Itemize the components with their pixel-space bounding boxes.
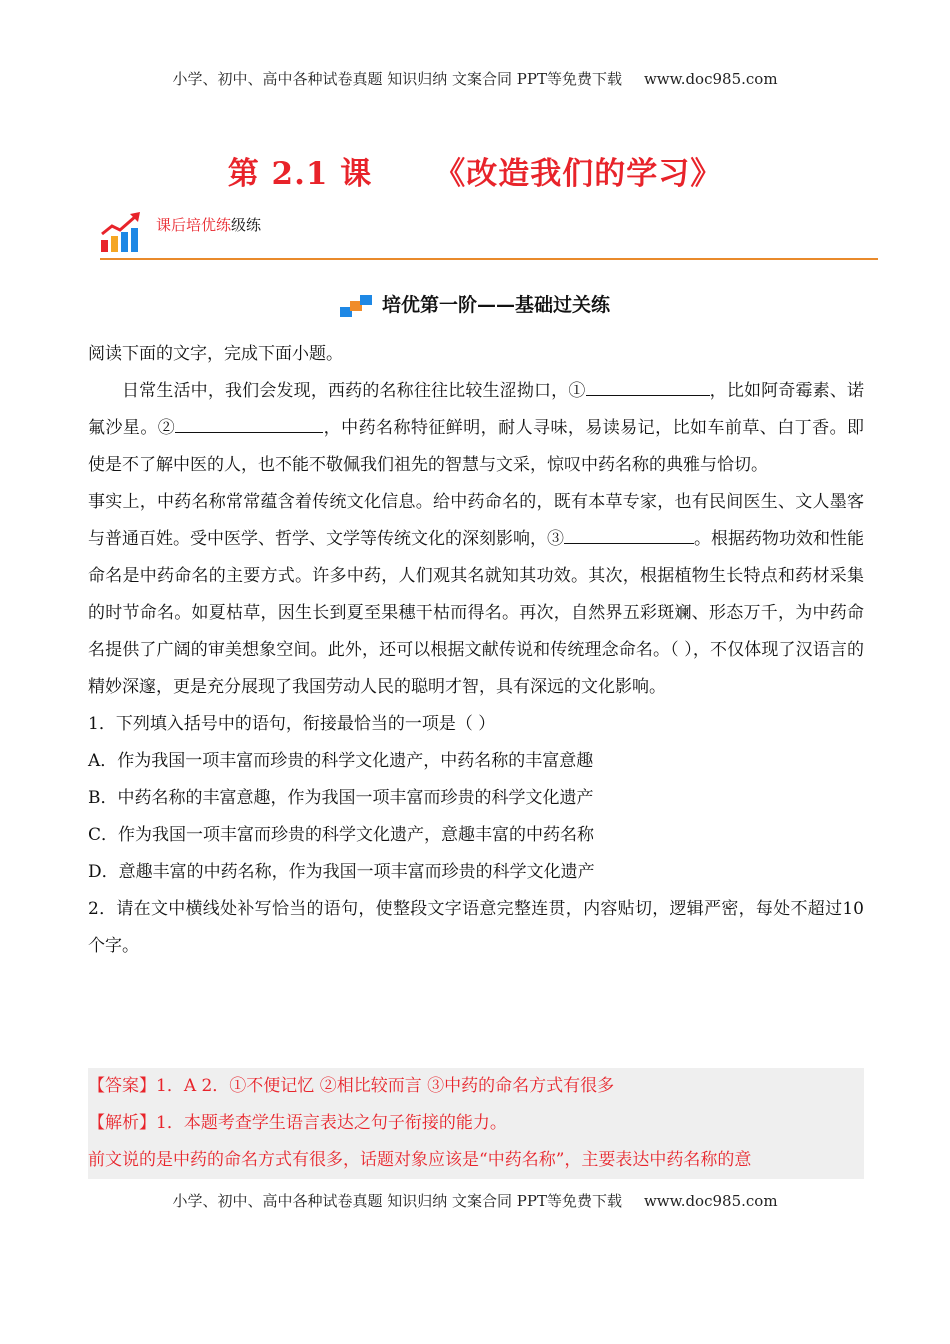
answer-line: 【答案】1．A 2．①不便记忆 ②相比较而言 ③中药的命名方式有很多 <box>88 1076 615 1096</box>
practice-badge <box>100 212 880 260</box>
blank-1[interactable] <box>586 377 710 396</box>
footer-url[interactable]: www.doc985.com <box>643 1192 778 1210</box>
badge-label-red: 课后培优练 <box>156 216 232 234</box>
page-title <box>0 148 950 193</box>
question-2: 2．请在文中横线处补写恰当的语句，使整段文字语意完整连贯，内容贴切，逻辑严密，每处不超过10个字。 <box>88 899 864 956</box>
question-1: 1．下列填入括号中的语句，衔接最恰当的一项是（ ） <box>88 714 496 734</box>
passage-paragraph-1 <box>88 373 864 484</box>
analysis-continued: 前文说的是中药的命名方式有很多，话题对象应该是“中药名称”，主要表达中药名称的意 <box>88 1150 752 1170</box>
lesson-name: 《改造我们的学习》 <box>434 156 723 192</box>
answer-box <box>88 1068 864 1179</box>
blank-2[interactable] <box>175 414 323 433</box>
passage-text: 事实上，中药名称常常蕴含着传统文化信息。给中药命名的，既有本草专家，也有民间医生、文人墨客与普通百姓。受中医学、哲学、文学等传统文化的深刻影响，③ <box>88 492 864 549</box>
lesson-number: 第 2.1 课 <box>227 156 373 192</box>
option-d[interactable]: D．意趣丰富的中药名称，作为我国一项丰富而珍贵的科学文化遗产 <box>88 862 595 882</box>
bar-chart-arrow-icon <box>100 212 144 254</box>
passage-text: 。根据药物功效和性能命名是中药命名的主要方式。许多中药，人们观其名就知其功效。其次，根据植物生长特点和药材采集的时节命名。如夏枯草，因生长到夏至果穗干枯而得名。再次，自然界五彩斑斓、形态万千，为中药命名提供了广阔的审美想象空间。此外，还可以根据文献传说和传统理念命名。（ ），不仅体现了汉语言的精妙深邃，更是充分展现了我国劳动人民的聪明才智，具有深远的文化影响。 <box>88 529 864 697</box>
passage-text: 日常生活中，我们会发现，西药的名称往往比较生涩拗口，① <box>122 381 586 401</box>
option-a[interactable]: A．作为我国一项丰富而珍贵的科学文化遗产，中药名称的丰富意趣 <box>88 751 594 771</box>
section-heading <box>0 290 950 319</box>
passage-text: ，中药名称特征鲜明，耐人寻味，易读易记，比如车前草、白丁香。即使是不了解中医的人，也不能不敬佩我们祖先的智慧与文采，惊叹中药名称的典雅与恰切。 <box>88 418 865 475</box>
analysis-line: 【解析】1．本题考查学生语言表达之句子衔接的能力。 <box>88 1113 507 1133</box>
badge-label <box>156 214 276 236</box>
option-b[interactable]: B．中药名称的丰富意趣，作为我国一项丰富而珍贵的科学文化遗产 <box>88 788 594 808</box>
footer-text: 小学、初中、高中各种试卷真题 知识归纳 文案合同 PPT等免费下载 <box>172 1192 622 1210</box>
question-content <box>88 336 864 965</box>
passage-text: ，比如阿奇霉素、诺氟沙星。② <box>88 381 864 438</box>
page-footer <box>0 1190 950 1211</box>
page-header <box>0 68 950 89</box>
stairs-icon <box>340 293 374 319</box>
header-text: 小学、初中、高中各种试卷真题 知识归纳 文案合同 PPT等免费下载 <box>172 70 622 88</box>
header-url[interactable]: www.doc985.com <box>643 70 778 88</box>
option-c[interactable]: C．作为我国一项丰富而珍贵的科学文化遗产，意趣丰富的中药名称 <box>88 825 595 845</box>
passage-paragraph-2 <box>88 484 864 706</box>
blank-3[interactable] <box>564 525 694 544</box>
intro-text: 阅读下面的文字，完成下面小题。 <box>88 344 343 364</box>
section-divider <box>100 258 878 260</box>
section-title: 培优第一阶——基础过关练 <box>381 294 610 316</box>
badge-label-rest: 级练 <box>231 216 262 234</box>
